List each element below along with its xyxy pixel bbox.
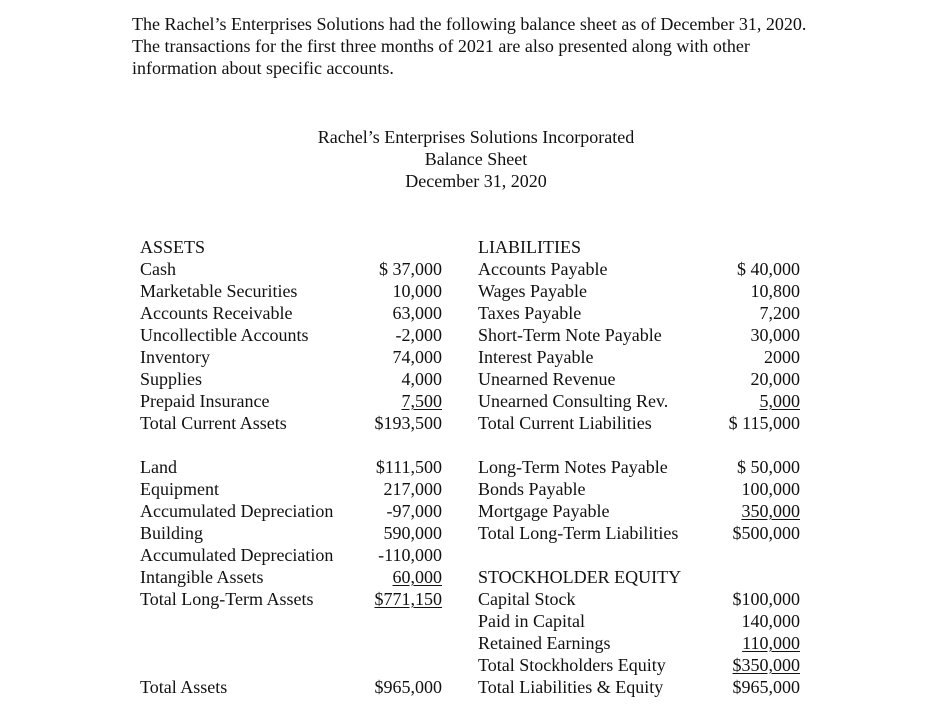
- liability-label: Taxes Payable: [478, 303, 582, 323]
- asset-value: $111,500: [375, 457, 442, 477]
- liability-value: $ 40,000: [737, 259, 800, 279]
- total-long-term-assets-value: $771,150: [374, 589, 442, 609]
- asset-label: Accumulated Depreciation: [140, 501, 334, 521]
- asset-label: Marketable Securities: [140, 281, 298, 301]
- liability-value: 10,800: [750, 281, 800, 301]
- asset-label: Cash: [140, 259, 176, 279]
- asset-label: Accounts Receivable: [140, 303, 293, 323]
- statement-date: December 31, 2020: [405, 171, 547, 191]
- asset-value: -97,000: [386, 501, 442, 521]
- asset-label: Inventory: [140, 347, 210, 367]
- equity-label: Paid in Capital: [478, 611, 585, 631]
- asset-value: 63,000: [392, 303, 442, 323]
- total-liabilities-equity-label: Total Liabilities & Equity: [478, 677, 664, 697]
- asset-value: $ 37,000: [379, 259, 442, 279]
- liability-value: 7,200: [759, 303, 800, 323]
- liability-label: Unearned Consulting Rev.: [478, 391, 669, 411]
- liability-label: Accounts Payable: [478, 259, 608, 279]
- asset-value: 60,000: [392, 567, 442, 587]
- company-name: Rachel’s Enterprises Solutions Incorporated: [317, 127, 635, 147]
- liability-value: $ 50,000: [737, 457, 800, 477]
- asset-value: 74,000: [392, 347, 442, 367]
- equity-value: 110,000: [742, 633, 800, 653]
- asset-label: Equipment: [140, 479, 219, 499]
- total-long-term-liabilities-label: Total Long-Term Liabilities: [478, 523, 679, 543]
- asset-label: Uncollectible Accounts: [140, 325, 309, 345]
- liability-value: 5,000: [759, 391, 800, 411]
- asset-label: Building: [140, 523, 204, 543]
- liability-label: Long-Term Notes Payable: [478, 457, 668, 477]
- equity-heading: STOCKHOLDER EQUITY: [478, 567, 682, 587]
- liability-value: 100,000: [741, 479, 800, 499]
- asset-label: Intangible Assets: [140, 567, 264, 587]
- asset-label: Land: [140, 457, 177, 477]
- liability-value: 20,000: [750, 369, 800, 389]
- statement-title: Balance Sheet: [424, 149, 528, 169]
- total-assets-value: $965,000: [374, 677, 442, 697]
- asset-value: 217,000: [383, 479, 442, 499]
- asset-value: 7,500: [401, 391, 442, 411]
- asset-value: -2,000: [395, 325, 442, 345]
- asset-value: 10,000: [392, 281, 442, 301]
- liability-label: Unearned Revenue: [478, 369, 616, 389]
- asset-label: Accumulated Depreciation: [140, 545, 334, 565]
- liability-label: Mortgage Payable: [478, 501, 610, 521]
- asset-label: Prepaid Insurance: [140, 391, 270, 411]
- intro-paragraph: The Rachel’s Enterprises Solutions had the following balance sheet as of December 31, 2020. The transactions for the first three months of 2021 are also presented along with other information about specific accounts.: [132, 14, 807, 78]
- equity-value: $100,000: [732, 589, 800, 609]
- liability-value: 30,000: [750, 325, 800, 345]
- liability-value: 350,000: [741, 501, 800, 521]
- asset-value: -110,000: [378, 545, 442, 565]
- equity-value: 140,000: [741, 611, 800, 631]
- asset-label: Supplies: [140, 369, 203, 389]
- equity-label: Capital Stock: [478, 589, 576, 609]
- total-stockholders-equity-label: Total Stockholders Equity: [478, 655, 666, 675]
- total-long-term-liabilities-value: $500,000: [732, 523, 800, 543]
- total-liabilities-equity-value: $965,000: [732, 677, 800, 697]
- liability-label: Bonds Payable: [478, 479, 586, 499]
- liabilities-heading: LIABILITIES: [478, 237, 581, 257]
- equity-label: Retained Earnings: [478, 633, 611, 653]
- total-stockholders-equity-value: $350,000: [732, 655, 800, 675]
- liability-value: 2000: [764, 347, 800, 367]
- liability-label: Wages Payable: [478, 281, 588, 301]
- asset-value: 4,000: [401, 369, 442, 389]
- total-long-term-assets-label: Total Long-Term Assets: [140, 589, 314, 609]
- liability-label: Short-Term Note Payable: [478, 325, 662, 345]
- total-current-assets-value: $193,500: [374, 413, 442, 433]
- total-current-assets-label: Total Current Assets: [140, 413, 287, 433]
- liability-label: Interest Payable: [478, 347, 594, 367]
- asset-value: 590,000: [383, 523, 442, 543]
- total-current-liabilities-label: Total Current Liabilities: [478, 413, 652, 433]
- total-assets-label: Total Assets: [140, 677, 228, 697]
- total-current-liabilities-value: $ 115,000: [728, 413, 800, 433]
- assets-heading: ASSETS: [140, 237, 206, 257]
